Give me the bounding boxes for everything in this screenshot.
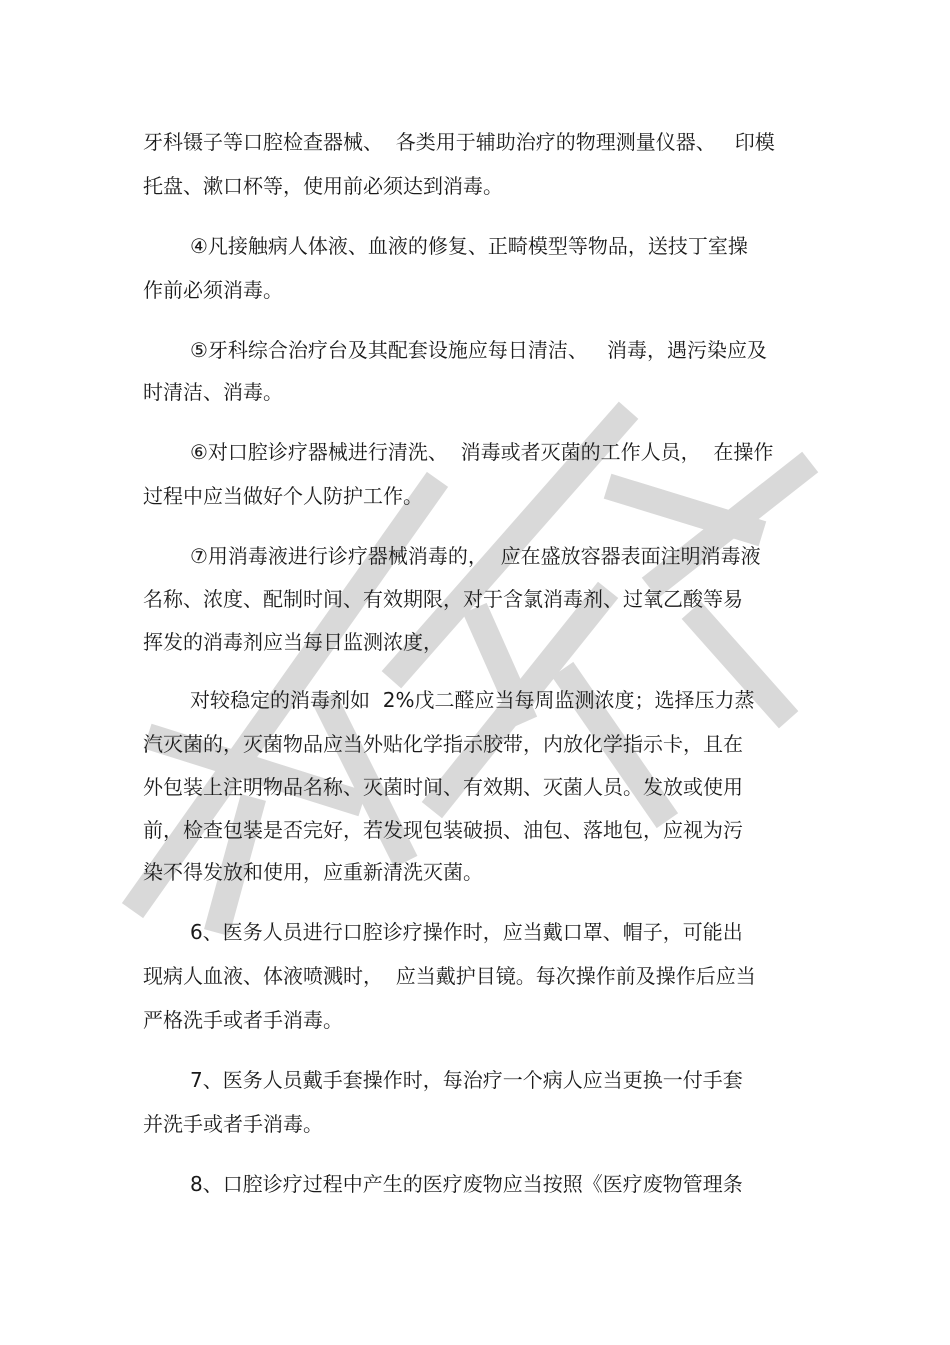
text-line: 现病人血液、体液喷溅时， 应当戴护目镜。每次操作前及操作后应当 — [143, 964, 756, 988]
text-line: 8、口腔诊疗过程中产生的医疗废物应当按照《医疗废物管理条 — [190, 1172, 743, 1196]
text-line: ④凡接触病人体液、血液的修复、正畸模型等物品，送技丁室操 — [190, 234, 748, 258]
text-line: 托盘、漱口杯等，使用前必须达到消毒。 — [143, 174, 503, 198]
text-line: 汽灭菌的，灭菌物品应当外贴化学指示胶带，内放化学指示卡，且在 — [143, 732, 743, 756]
text-line: 染不得发放和使用，应重新清洗灭菌。 — [143, 860, 483, 884]
text-line: 严格洗手或者手消毒。 — [143, 1008, 343, 1032]
text-line: 牙科镊子等口腔检查器械、 各类用于辅助治疗的物理测量仪器、 印模 — [143, 130, 775, 154]
text-line: 前，检查包装是否完好，若发现包装破损、油包、落地包，应视为污 — [143, 818, 743, 842]
text-line: ⑦用消毒液进行诊疗器械消毒的， 应在盛放容器表面注明消毒液 — [190, 544, 761, 568]
text-line: ⑥对口腔诊疗器械进行清洗、 消毒或者灭菌的工作人员， 在操作 — [190, 440, 774, 464]
text-line: 并洗手或者手消毒。 — [143, 1112, 323, 1136]
text-line: 时清洁、消毒。 — [143, 380, 283, 404]
text-line: 作前必须消毒。 — [143, 278, 283, 302]
text-line: 6、医务人员进行口腔诊疗操作时，应当戴口罩、帽子，可能出 — [190, 920, 743, 944]
text-line: 名称、浓度、配制时间、有效期限，对于含氯消毒剂、过氧乙酸等易 — [143, 587, 743, 611]
text-line: 7、医务人员戴手套操作时，每治疗一个病人应当更换一付手套 — [190, 1068, 743, 1092]
text-line: 挥发的消毒剂应当每日监测浓度， — [143, 630, 443, 654]
text-line: 外包装上注明物品名称、灭菌时间、有效期、灭菌人员。发放或使用 — [143, 775, 743, 799]
text-line: 对较稳定的消毒剂如 2%戊二醛应当每周监测浓度；选择压力蒸 — [190, 688, 755, 712]
text-line: 过程中应当做好个人防护工作。 — [143, 484, 423, 508]
text-line: ⑤牙科综合治疗台及其配套设施应每日清洁、 消毒，遇污染应及 — [190, 338, 768, 362]
